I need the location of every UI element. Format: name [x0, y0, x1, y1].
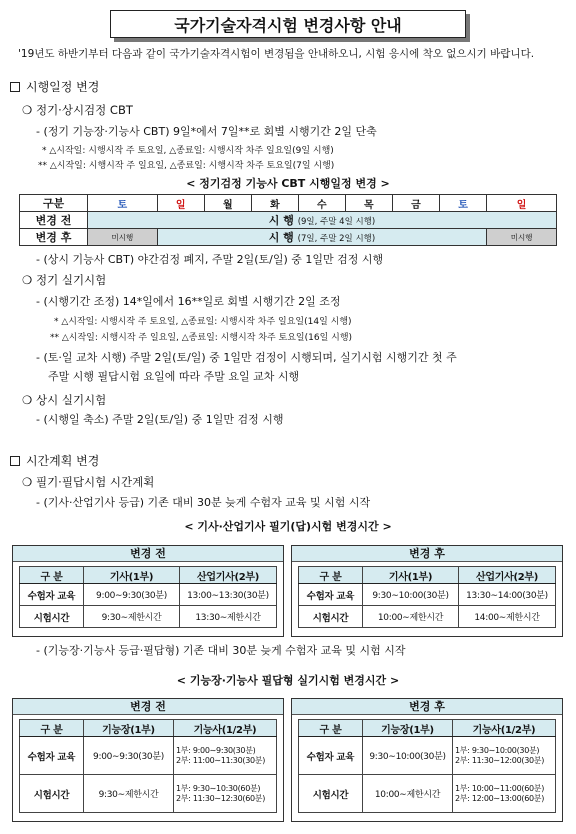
table-cell: 13:30∼제한시간 — [180, 606, 277, 628]
cbt-note-1: * △시작일: 시행시작 주 토요일, △종료일: 시행시작 차주 일요일(9일 시행) — [42, 146, 334, 156]
written-line: - (기사·산업기사 등급) 기존 대비 30분 늦게 수험자 교육 및 시험 시작 — [36, 496, 371, 509]
table-cell: 9:30∼10:00(30분) — [363, 584, 459, 606]
before-label: 변경 전 — [20, 212, 88, 229]
page-title — [110, 10, 466, 38]
written-subheading: ❍ 필기·필답시험 시간계획 — [22, 475, 155, 489]
schedule-header-cell: 구분 — [20, 195, 88, 212]
day-fri: 금 — [392, 195, 439, 212]
table-row — [20, 584, 277, 606]
col-header: 기능사(1/2부) — [174, 720, 277, 737]
day-mon: 월 — [204, 195, 251, 212]
col-header: 구 분 — [299, 720, 363, 737]
before-period-text: 시 행 — [268, 214, 294, 227]
col-header: 산업기사(2부) — [180, 567, 277, 584]
table1-caption: < 기사·산업기사 필기(답)시험 변경시간 > — [184, 520, 392, 533]
part2-time: 2부: 12:00∼13:00(60분) — [455, 793, 545, 803]
table1-before-grid — [19, 566, 277, 628]
part2-time: 2부: 11:30∼12:30(60분) — [176, 793, 266, 803]
table-row — [299, 737, 556, 775]
table-row — [20, 606, 277, 628]
part1-time: 1부: 9:30∼10:30(60분) — [176, 783, 261, 793]
table2-caption: < 기능장·기능사 필답형 실기시험 변경시간 > — [176, 674, 400, 687]
day-thu: 목 — [345, 195, 392, 212]
section-schedule-heading — [10, 78, 99, 95]
table-cell: 9:30∼제한시간 — [84, 775, 174, 813]
skill-line: - (기능장·기능사 등급·필답형) 기존 대비 30분 늦게 수험자 교육 및 시험 시작 — [36, 644, 406, 657]
col-header: 기능장(1부) — [84, 720, 174, 737]
table1-after-grid — [298, 566, 556, 628]
row-label: 시험시간 — [20, 606, 84, 628]
table-cell: 9:30∼제한시간 — [84, 606, 180, 628]
cbt-line: - (정기 기능장·기능사 CBT) 9일*에서 7일**로 회별 시행기간 2일 단축 — [36, 125, 377, 138]
day-tue: 화 — [251, 195, 298, 212]
row-label: 시험시간 — [20, 775, 84, 813]
no-exam-cell: 미시행 — [88, 229, 158, 246]
table1-before-head: 변경 전 — [13, 546, 283, 562]
table2-after-head: 변경 후 — [292, 699, 562, 715]
part1-time: 1부: 9:30∼10:00(30분) — [455, 745, 540, 755]
table-cell: 13:30∼14:00(30분) — [459, 584, 556, 606]
table-cell: 9:00∼9:30(30분) — [84, 584, 180, 606]
table1-after-head: 변경 후 — [292, 546, 562, 562]
part1-time: 1부: 10:00∼11:00(60분) — [455, 783, 545, 793]
schedule-before-row — [20, 212, 557, 229]
sangsi-practical-line: - (시행일 축소) 주말 2일(토/일) 중 1일만 검정 시행 — [36, 413, 284, 426]
table-row — [20, 720, 277, 737]
square-bullet-icon — [10, 82, 20, 92]
no-exam-cell-2: 미시행 — [487, 229, 557, 246]
table-row — [20, 737, 277, 775]
row-label: 수험자 교육 — [299, 584, 363, 606]
after-period-text: 시 행 — [268, 231, 294, 244]
col-header: 산업기사(2부) — [459, 567, 556, 584]
before-period-note: (9일, 주말 4일 시행) — [297, 217, 376, 227]
practical-note-2: ** △시작일: 시행시작 주 일요일, △종료일: 시행시작 차주 토요일(16일 시행) — [50, 333, 353, 343]
table2-after — [291, 698, 563, 822]
col-header: 기능사(1/2부) — [453, 720, 556, 737]
col-header: 구 분 — [20, 720, 84, 737]
cbt-table-caption: < 정기검정 기능사 CBT 시행일정 변경 > — [186, 177, 390, 190]
cbt-schedule-table — [19, 194, 557, 246]
after-period — [157, 229, 486, 246]
cbt-note-2: ** △시작일: 시행시작 주 일요일, △종료일: 시행시작 차주 토요일(7일 시행) — [38, 161, 335, 171]
col-header: 기사(1부) — [84, 567, 180, 584]
cross-line-b: 주말 시행 필답시험 요일에 따라 주말 요일 교차 시행 — [48, 370, 300, 383]
table-cell: 14:00∼제한시간 — [459, 606, 556, 628]
before-period — [88, 212, 557, 229]
intro-text: '19년도 하반기부터 다음과 같이 국가기술자격시험이 변경됨을 안내하오니, 시험 응시에 착오 없으시기 바랍니다. — [18, 48, 535, 60]
sangsi-practical-subheading: ❍ 상시 실기시험 — [22, 393, 107, 407]
schedule-header-row — [20, 195, 557, 212]
col-header: 구 분 — [299, 567, 363, 584]
table-cell — [453, 737, 556, 775]
part2-time: 2부: 11:00∼11:30(30분) — [176, 755, 266, 765]
col-header: 구 분 — [20, 567, 84, 584]
table-cell: 9:30∼10:00(30분) — [363, 737, 453, 775]
square-bullet-icon — [10, 456, 20, 466]
table-row — [299, 584, 556, 606]
table-row — [20, 775, 277, 813]
table-cell: 10:00∼제한시간 — [363, 606, 459, 628]
practical-line: - (시행기간 조정) 14*일에서 16**일로 회별 시행기간 2일 조정 — [36, 295, 341, 308]
schedule-after-row — [20, 229, 557, 246]
table-cell: 10:00∼제한시간 — [363, 775, 453, 813]
cross-line-a: - (토·일 교차 시행) 주말 2일(토/일) 중 1일만 검정이 시행되며, 실기시험 시행기간 첫 주 — [36, 351, 457, 364]
table2-before-grid — [19, 719, 277, 813]
table2-before-head: 변경 전 — [13, 699, 283, 715]
table1-before — [12, 545, 284, 637]
row-label: 시험시간 — [299, 775, 363, 813]
row-label: 수험자 교육 — [20, 584, 84, 606]
table-cell — [453, 775, 556, 813]
section-heading-text: 시간계획 변경 — [26, 454, 100, 468]
sangsi-cbt-line: - (상시 기능사 CBT) 야간검정 폐지, 주말 2일(토/일) 중 1일만 검정 시행 — [36, 253, 384, 266]
table2-after-grid — [298, 719, 556, 813]
section-time-heading — [10, 452, 99, 469]
table-row — [20, 567, 277, 584]
after-period-note: (7일, 주말 2일 시행) — [297, 234, 376, 244]
row-label: 수험자 교육 — [20, 737, 84, 775]
row-label: 시험시간 — [299, 606, 363, 628]
table2-before — [12, 698, 284, 822]
day-sat-2: 토 — [439, 195, 486, 212]
row-label: 수험자 교육 — [299, 737, 363, 775]
title-text: 국가기술자격시험 변경사항 안내 — [174, 15, 402, 35]
table-cell: 9:00∼9:30(30분) — [84, 737, 174, 775]
after-label: 변경 후 — [20, 229, 88, 246]
table-row — [299, 606, 556, 628]
table-cell: 13:00∼13:30(30분) — [180, 584, 277, 606]
day-sat: 토 — [88, 195, 158, 212]
table-cell — [174, 737, 277, 775]
cbt-subheading: ❍ 정기·상시검정 CBT — [22, 103, 133, 117]
part1-time: 1부: 9:00∼9:30(30분) — [176, 745, 256, 755]
day-sun: 일 — [157, 195, 204, 212]
table-cell — [174, 775, 277, 813]
table-row — [299, 567, 556, 584]
section-heading-text: 시행일정 변경 — [26, 80, 100, 94]
col-header: 기능장(1부) — [363, 720, 453, 737]
day-wed: 수 — [298, 195, 345, 212]
table-row — [299, 775, 556, 813]
day-sun-2: 일 — [487, 195, 557, 212]
practical-subheading: ❍ 정기 실기시험 — [22, 273, 107, 287]
table-row — [299, 720, 556, 737]
practical-note-1: * △시작일: 시행시작 주 토요일, △종료일: 시행시작 차주 일요일(14일 시행) — [54, 317, 352, 327]
table1-after — [291, 545, 563, 637]
col-header: 기사(1부) — [363, 567, 459, 584]
part2-time: 2부: 11:30∼12:00(30분) — [455, 755, 545, 765]
